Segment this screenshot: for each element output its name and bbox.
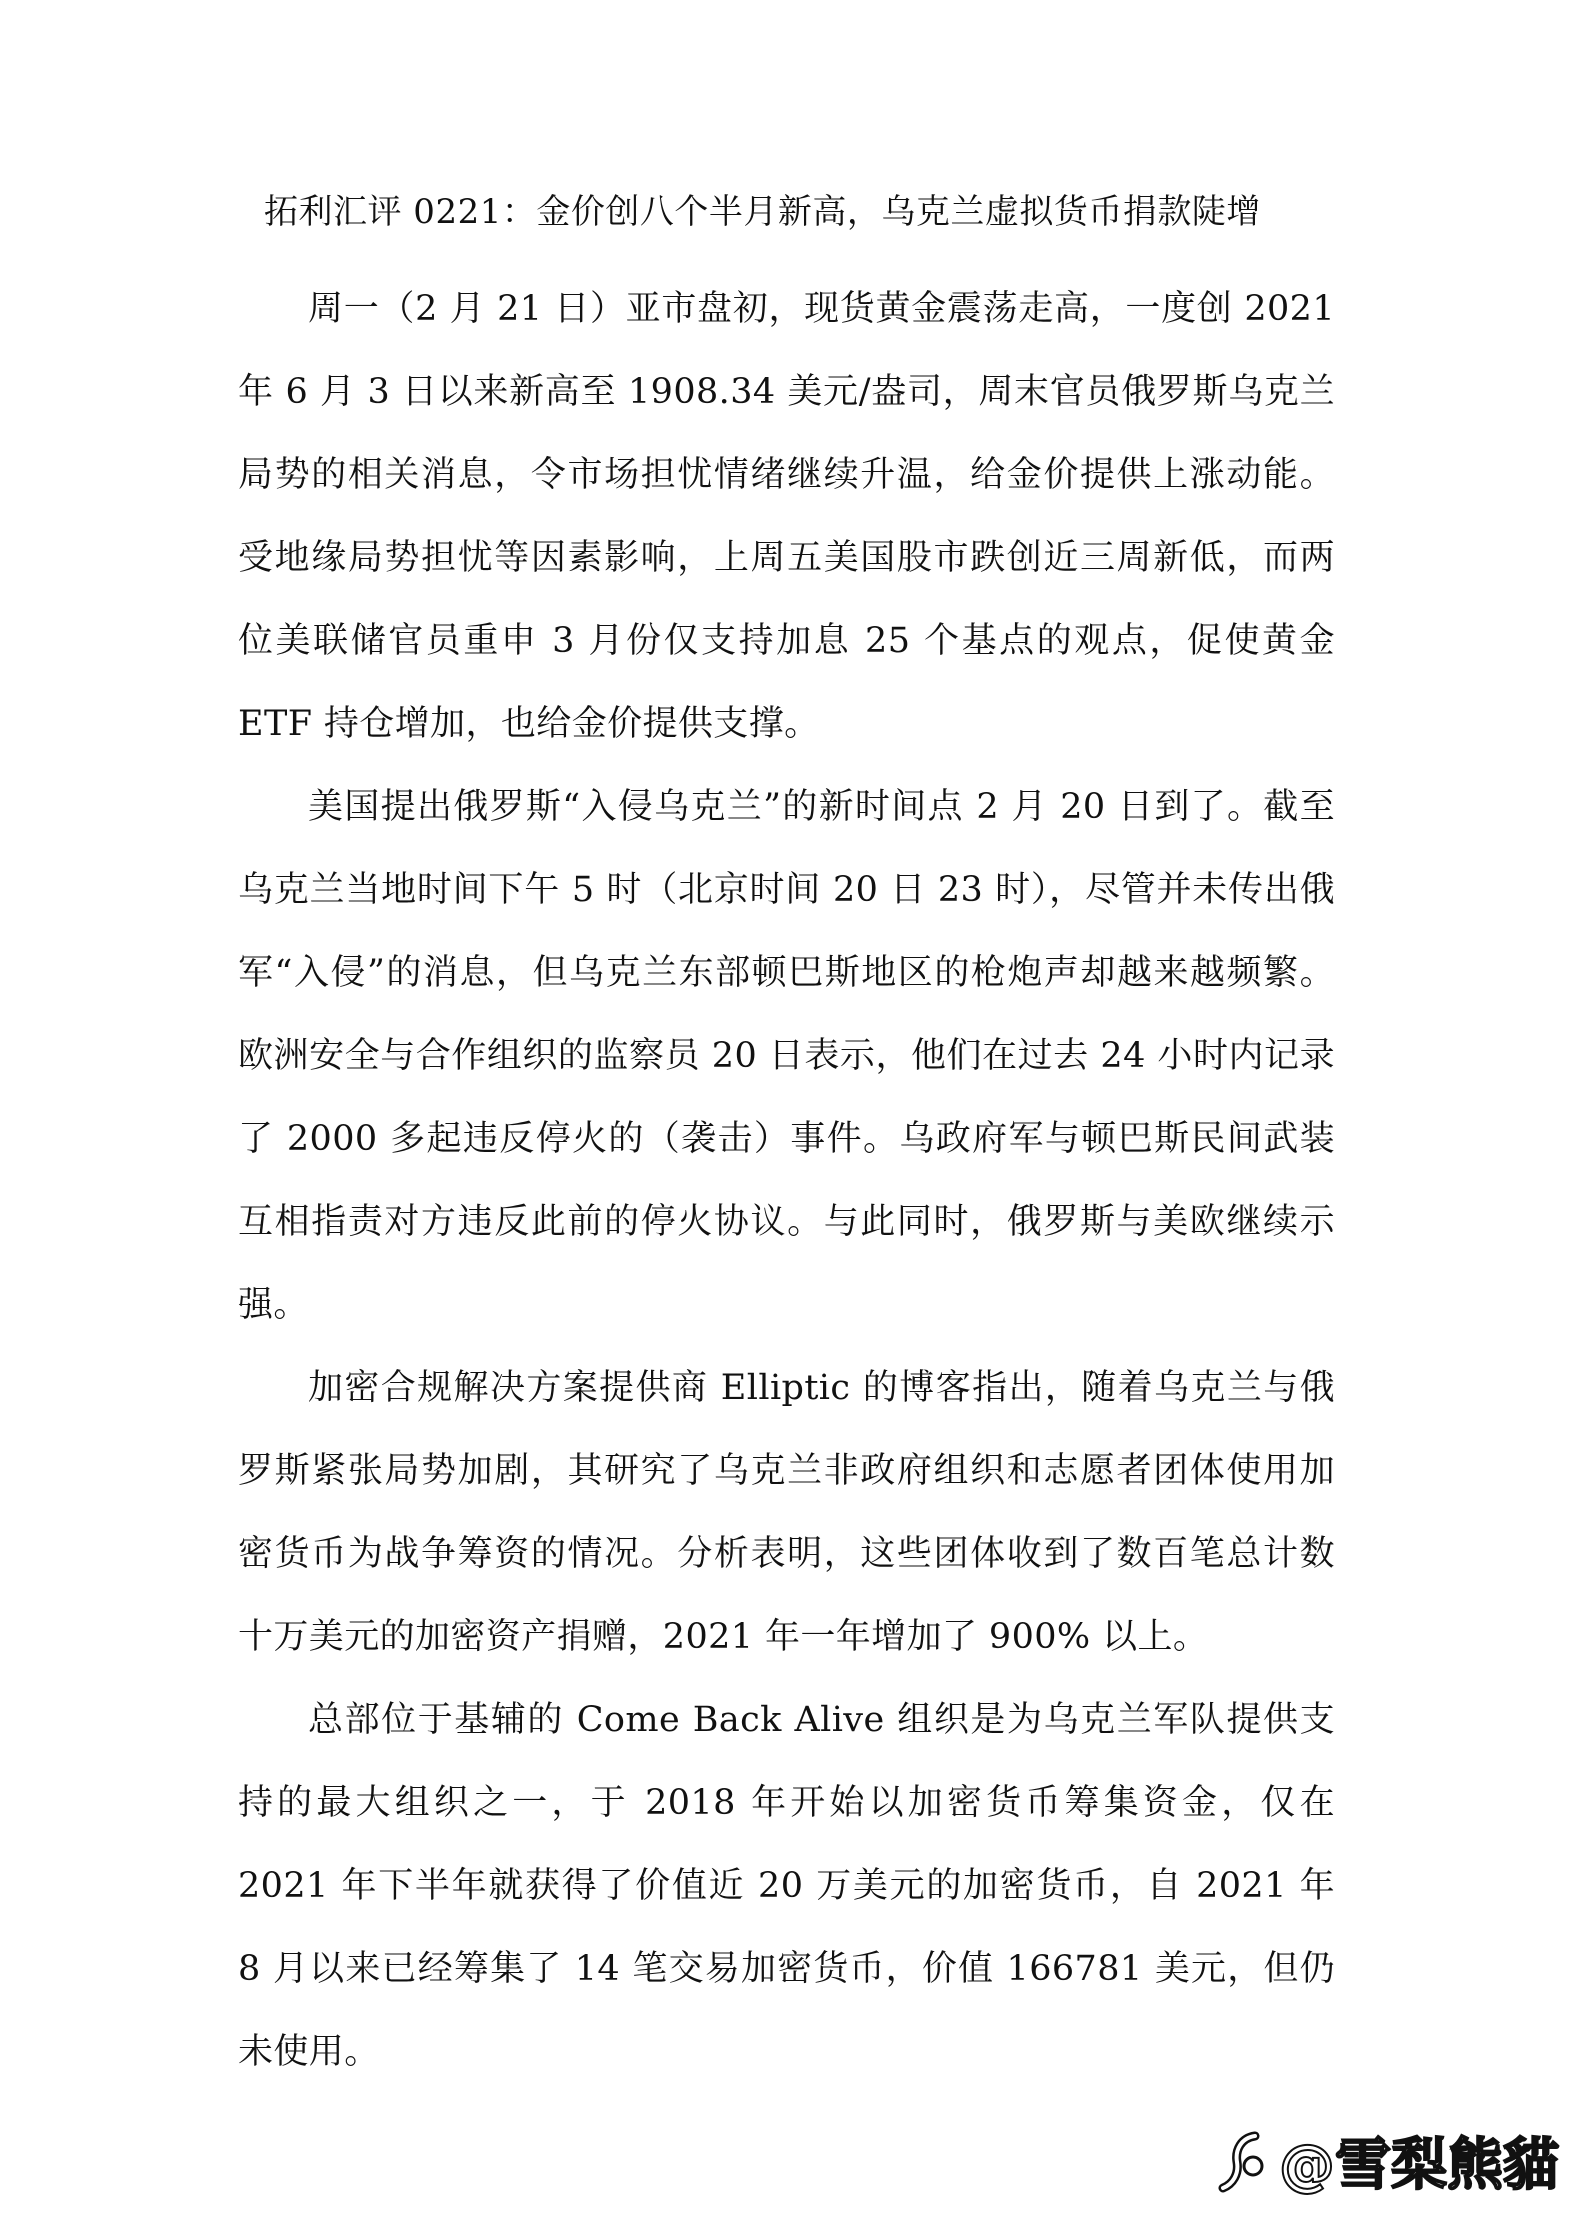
watermark xyxy=(1215,2121,1559,2201)
watermark-text: @雪梨熊貓 xyxy=(1279,2133,1559,2198)
paragraph-4: 总部位于基辅的 Come Back Alive 组织是为乌克兰军队提供支持的最大组织之一，于 2018 年开始以加密货币筹集资金，仅在 2021 年下半年就获得了价值近 20 万美元的加密货币，自 2021 年 8 月以来已经筹集了 14 笔交易加密货币，价值 166781 美元，但仍未使用。 xyxy=(238,1700,1335,2072)
document-title: 拓利汇评 0221：金价创八个半月新高，乌克兰虚拟货币捐款陡增 xyxy=(264,192,1261,232)
snowball-logo-icon xyxy=(1215,2128,1275,2194)
paragraph-3: 加密合规解决方案提供商 Elliptic 的博客指出，随着乌克兰与俄罗斯紧张局势加剧，其研究了乌克兰非政府组织和志愿者团体使用加密货币为战争筹资的情况。分析表明，这些团体收到了数百笔总计数十万美元的加密资产捐赠，2021 年一年增加了 900% 以上。 xyxy=(238,1368,1335,1657)
paragraph-1: 周一（2 月 21 日）亚市盘初，现货黄金震荡走高，一度创 2021 年 6 月 3 日以来新高至 1908.34 美元/盎司，周末官员俄罗斯乌克兰局势的相关消息，令市场担忧情绪继续升温，给金价提供上涨动能。受地缘局势担忧等因素影响，上周五美国股市跌创近三周新低，而两位美联储官员重申 3 月份仅支持加息 25 个基点的观点，促使黄金 ETF 持仓增加，也给金价提供支撑。 xyxy=(238,289,1335,744)
document-page xyxy=(238,190,1335,2094)
paragraph-2: 美国提出俄罗斯“入侵乌克兰”的新时间点 2 月 20 日到了。截至乌克兰当地时间下午 5 时（北京时间 20 日 23 时），尽管并未传出俄军“入侵”的消息，但乌克兰东部顿巴斯地区的枪炮声却越来越频繁。欧洲安全与合作组织的监察员 20 日表示，他们在过去 24 小时内记录了 2000 多起违反停火的（袭击）事件。乌政府军与顿巴斯民间武装互相指责对方违反此前的停火协议。与此同时，俄罗斯与美欧继续示强。 xyxy=(238,787,1335,1325)
